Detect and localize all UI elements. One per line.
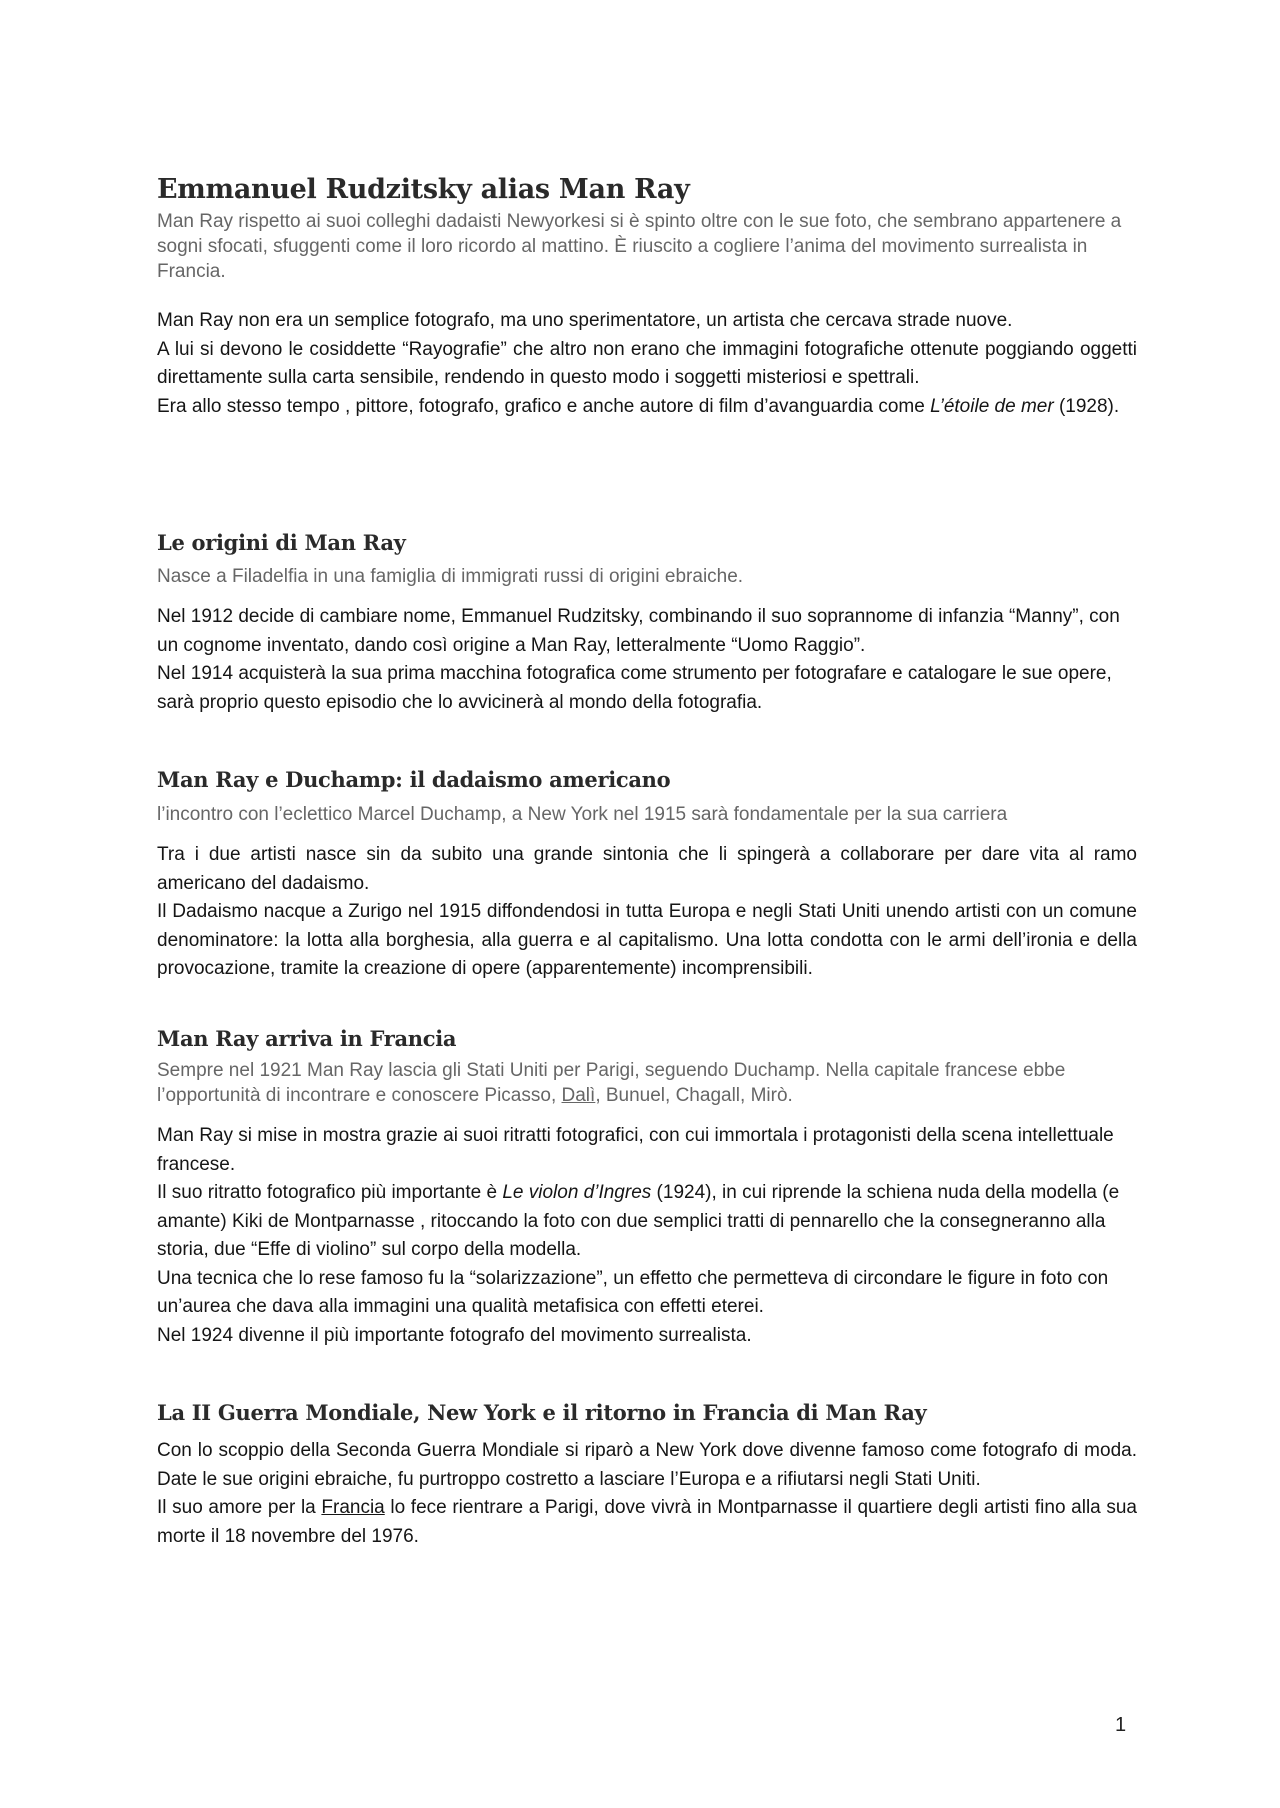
- section-heading-duchamp: Man Ray e Duchamp: il dadaismo americano: [157, 767, 671, 792]
- page-number: 1: [1115, 1714, 1127, 1736]
- paragraph-violon: Il suo ritratto fotografico più importante è Le violon d’Ingres (1924), in cui riprende la schiena nuda della modella (e amante) Kiki de Montparnasse , ritoccando la foto con due semplici tratti di pennarello che la consegneranno alla storia, due “Effe di violino” sul corpo della modella.: [157, 1182, 1120, 1260]
- section-body-guerra: [157, 1437, 1137, 1551]
- section-heading-origini: Le origini di Man Ray: [157, 530, 406, 555]
- paragraph-solarizzazione: Una tecnica che lo rese famoso fu la “solarizzazione”, un effetto che permetteva di circondare le figure in foto con un’aurea che dava alla immagini una qualità metafisica con effetti eterei.: [157, 1267, 1109, 1317]
- paragraph-guerra: Con lo scoppio della Seconda Guerra Mondiale si riparò a New York dove divenne famoso come fotografo di moda. Date le sue origini ebraiche, fu purtroppo costretto a lasciare l’Europa e a rifiutarsi negli Stati Uniti.: [157, 1440, 1137, 1490]
- paragraph-dadaismo: Il Dadaismo nacque a Zurigo nel 1915 diffondendosi in tutta Europa e negli Stati Uniti unendo artisti con un comune denominatore: la lotta alla borghesia, alla guerra e al capitalismo. Una lotta condotta con le armi dell’ironia e della provocazione, tramite la creazione di opere (apparentemente) incomprensibili.: [157, 901, 1137, 979]
- page-title: Emmanuel Rudzitsky alias Man Ray: [157, 174, 690, 205]
- section-subtitle-duchamp: l’incontro con l’eclettico Marcel Duchamp, a New York nel 1915 sarà fondamentale per la sua carriera: [157, 804, 1008, 825]
- section-subtitle-francia: Sempre nel 1921 Man Ray lascia gli Stati Uniti per Parigi, seguendo Duchamp. Nella capitale francese ebbe l’opportunità di incontrare e conoscere Picasso, Dalì, Bunuel, Chagall, Mirò.: [157, 1060, 1066, 1106]
- paragraph-ritorno: Il suo amore per la Francia lo fece rientrare a Parigi, dove vivrà in Montparnasse il quartiere degli artisti fino alla sua morte il 18 novembre del 1976.: [157, 1497, 1137, 1547]
- paragraph-nome: Nel 1912 decide di cambiare nome, Emmanuel Rudzitsky, combinando il suo soprannome di infanzia “Manny”, con un cognome inventato, dando così origine a Man Ray, letteralmente “Uomo Raggio”.: [157, 606, 1120, 656]
- paragraph-film: Era allo stesso tempo , pittore, fotografo, grafico e anche autore di film d’avanguardia come L’étoile de mer (1928).: [157, 395, 1120, 417]
- work-title: Le violon d’Ingres: [502, 1182, 652, 1203]
- paragraph-surrealista: Nel 1924 divenne il più importante fotografo del movimento surrealista.: [157, 1324, 752, 1346]
- section-body-francia: [157, 1122, 1137, 1350]
- paragraph-rayografie: A lui si devono le cosiddette “Rayografie” che altro non erano che immagini fotografiche ottenute poggiando oggetti direttamente sulla carta sensibile, rendendo in questo modo i soggetti misteriosi e spettrali.: [157, 338, 1137, 388]
- paragraph-macchina: Nel 1914 acquisterà la sua prima macchina fotografica come strumento per fotografare e catalogare le sue opere, sarà proprio questo episodio che lo avvicinerà al mondo della fotografia.: [157, 663, 1112, 713]
- intro-paragraph: Man Ray rispetto ai suoi colleghi dadaisti Newyorkesi si è spinto oltre con le sue foto, che sembrano appartenere a sogni sfocati, sfuggenti come il loro ricordo al mattino. È riuscito a cogliere l’anima del movimento surrealista in Francia.: [157, 211, 1122, 282]
- francia-link[interactable]: Francia: [321, 1497, 385, 1518]
- section-heading-francia: Man Ray arriva in Francia: [157, 1026, 457, 1051]
- paragraph-ritratti: Man Ray si mise in mostra grazie ai suoi ritratti fotografici, con cui immortala i protagonisti della scena intellettuale francese.: [157, 1125, 1114, 1175]
- section-subtitle-origini: Nasce a Filadelfia in una famiglia di immigrati russi di origini ebraiche.: [157, 566, 744, 587]
- section-heading-guerra: La II Guerra Mondiale, New York e il ritorno in Francia di Man Ray: [157, 1400, 927, 1425]
- dali-link[interactable]: Dalì: [561, 1085, 596, 1106]
- section-body-origini: [157, 603, 1137, 717]
- film-title: L’étoile de mer: [930, 395, 1054, 417]
- section-body-duchamp: [157, 841, 1137, 984]
- paragraph-sperimentatore: Man Ray non era un semplice fotografo, ma uno sperimentatore, un artista che cercava strade nuove.: [157, 310, 1013, 331]
- intro-body: [157, 307, 1137, 421]
- paragraph-sintonia: Tra i due artisti nasce sin da subito una grande sintonia che li spingerà a collaborare per dare vita al ramo americano del dadaismo.: [157, 844, 1137, 894]
